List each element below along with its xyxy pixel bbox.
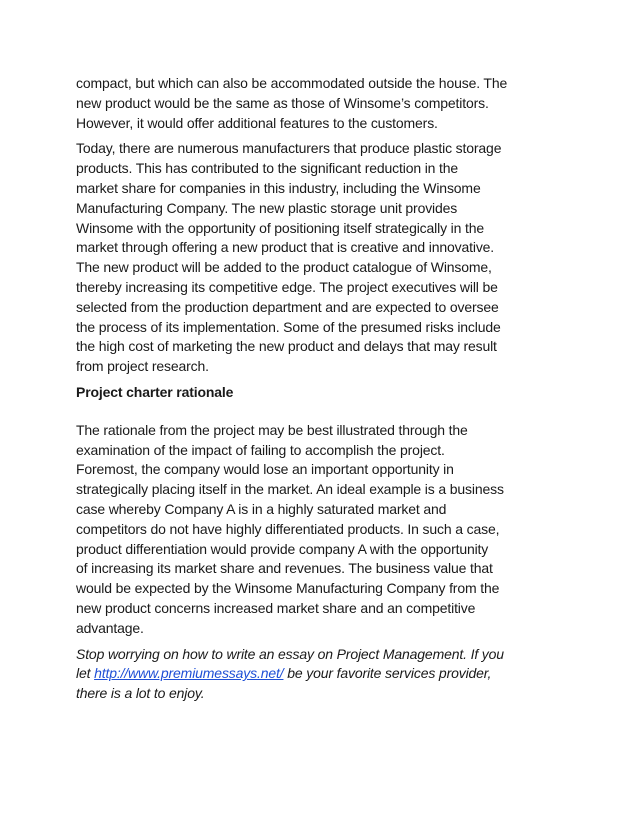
text-line: Winsome with the opportunity of positioning itself strategically in the [76,219,485,236]
closing-paragraph [76,645,570,704]
text-line: market share for companies in this industry, including the Winsome [76,179,481,196]
text-line: The rationale from the project may be best illustrated through the [76,421,468,438]
context-paragraph [76,139,570,377]
text-line: Manufacturing Company. The new plastic storage unit provides [76,199,458,216]
text-line: of increasing its market share and revenues. The business value that [76,560,493,577]
link-suffix: be your favorite services provider, [283,665,492,682]
premiumessays-link[interactable]: http://www.premiumessays.net/ [94,665,284,682]
section-heading: Project charter rationale [76,383,234,400]
text-line: new product would be the same as those of Winsome’s competitors. [76,94,489,111]
text-line: Foremost, the company would lose an important opportunity in [76,461,454,478]
text-line: competitors do not have highly differentiated products. In such a case, [76,520,500,537]
text-line: products. This has contributed to the significant reduction in the [76,160,459,177]
text-line: market through offering a new product that is creative and innovative. [76,239,495,256]
text-line: thereby increasing its competitive edge. The project executives will be [76,278,498,295]
text-line: new product concerns increased market share and an competitive [76,599,476,616]
text-line: there is a lot to enjoy. [76,685,205,702]
text-line: the process of its implementation. Some of the presumed risks include [76,318,501,335]
text-line: product differentiation would provide company A with the opportunity [76,540,489,557]
text-line: advantage. [76,619,144,636]
intro-paragraph [76,74,570,133]
text-line: Today, there are numerous manufacturers that produce plastic storage [76,140,502,157]
text-line: strategically placing itself in the market. An ideal example is a business [76,481,504,498]
text-line: The new product will be added to the product catalogue of Winsome, [76,259,492,276]
text-line: compact, but which can also be accommodated outside the house. The [76,75,508,91]
text-line: from project research. [76,358,209,375]
text-line: However, it would offer additional features to the customers. [76,114,438,131]
text-line: the high cost of marketing the new product and delays that may result [76,338,497,355]
link-line [76,664,570,684]
link-prefix: let [76,665,95,682]
rationale-paragraph [76,421,570,639]
document-page [76,74,570,710]
text-line: would be expected by the Winsome Manufacturing Company from the [76,580,500,597]
text-line: Stop worrying on how to write an essay on Project Management. If you [76,645,504,662]
text-line: selected from the production department and are expected to oversee [76,298,499,315]
text-line: case whereby Company A is in a highly saturated market and [76,500,447,517]
text-line: examination of the impact of failing to accomplish the project. [76,441,445,458]
